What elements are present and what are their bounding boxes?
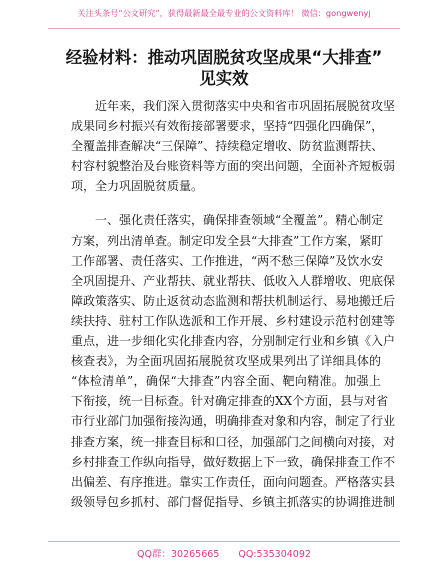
title-line-2: 见实效: [199, 69, 249, 88]
text-line: 重点，进一步细化实化排查内容，分别制定行业和乡镇《入户: [71, 334, 396, 349]
text-line: 障政策落实、防止返贫动态监测和帮扶机制运行、易地搬迁后: [71, 293, 396, 308]
title-line-1: 经验材料：推动巩固脱贫攻坚成果“大排查”: [65, 48, 383, 67]
text-line: 出偏差、有序推进。靠实工作责任，面向问题查。严格落实县: [71, 474, 396, 489]
text-line: 村容村貌整治及台账资料等方面的突出问题，全面补齐短板弱: [71, 159, 396, 174]
document-title: [56, 47, 392, 89]
text-line: 市行业部门加强衔接沟通，明确排查对象和内容，制定了行业: [71, 414, 396, 429]
text-line: 续扶持、驻村工作队选派和工作开展、乡村建设示范村创建等: [71, 313, 396, 328]
footer-divider: [48, 541, 400, 542]
qq-group-number: QQ群：30265665: [137, 549, 220, 560]
document-body: [71, 96, 396, 512]
text-line: 一、强化责任落实，确保排查领域“全覆盖”。精心制定: [95, 213, 384, 228]
paragraph-2: [71, 210, 396, 511]
text-line: 排查方案，统一排查目标和口径，加强部门之间横向对接，对: [71, 434, 396, 449]
text-line: 级领导包乡抓村、部门督促指导、乡镇主抓落实的协调推进制: [71, 494, 396, 509]
text-line: 下衔接，统一目标查。针对确定排查的XX个方面，县与对省: [71, 394, 389, 409]
text-line: 方案，列出清单查。制定印发全县“大排查”工作方案，紧盯: [71, 233, 384, 248]
header-divider: [48, 28, 400, 29]
qq-number: QQ:535304092: [238, 549, 311, 560]
promo-banner-bottom: [0, 546, 448, 560]
promo-banner-top: 关注头条号“公文研究”，获得最新最全最专业的公文资料库！ 微信：gongwenyj: [77, 8, 371, 18]
text-line: 成果同乡村振兴有效衔接部署要求，坚持“四强化四确保”，: [71, 119, 384, 134]
text-line: 全覆盖排查解决“三保障”、持续稳定增收、防贫监测帮扶、: [71, 139, 384, 154]
text-line: “体检清单”，确保“大排查”内容全面、靶向精准。加强上: [71, 374, 381, 389]
text-line: 核查表》，为全面巩固拓展脱贫攻坚成果列出了详细具体的: [71, 354, 381, 369]
text-line: 项，全力巩固脱贫质量。: [71, 179, 204, 194]
paragraph-gap: [71, 196, 381, 210]
text-line: 工作部署、责任落实、工作推进，“两不愁三保障”及饮水安: [71, 253, 384, 268]
text-line: 近年来，我们深入贯彻落实中央和省市巩固拓展脱贫攻坚: [95, 99, 396, 113]
text-line: 乡村排查工作纵向指导，做好数据上下一致，确保排查工作不: [71, 454, 396, 469]
paragraph-1: [71, 96, 396, 196]
text-line: 全巩固提升、产业帮扶、就业帮扶、低收入人群增收、兜底保: [71, 273, 396, 288]
